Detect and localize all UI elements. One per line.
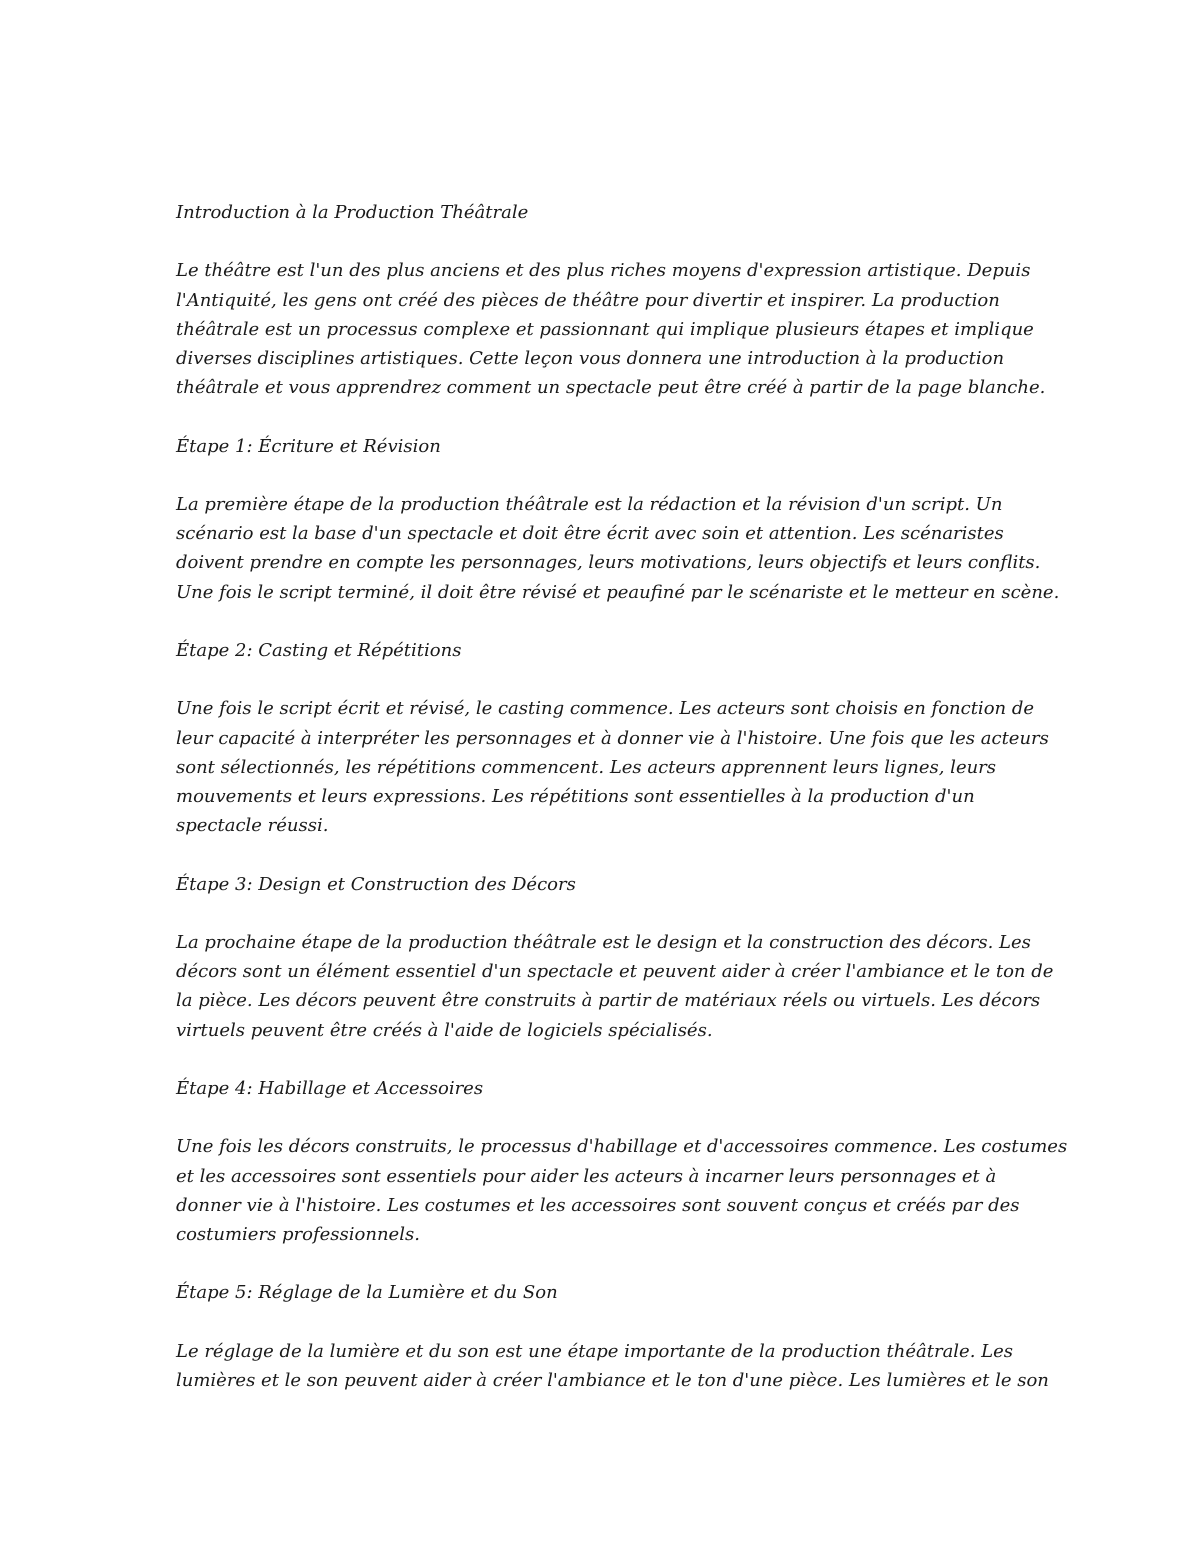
paragraph-line: doivent prendre en compte les personnages, leurs motivations, leurs objectifs et leurs conflits.: [176, 552, 1041, 574]
paragraph-line: lumières et le son peuvent aider à créer l'ambiance et le ton d'une pièce. Les lumières et le son: [176, 1369, 1049, 1391]
section-heading-step-1: Étape 1: Écriture et Révision: [176, 435, 441, 457]
paragraph-line: théâtrale est un processus complexe et passionnant qui implique plusieurs étapes et implique: [176, 318, 1034, 340]
document-title: Introduction à la Production Théâtrale: [176, 202, 529, 223]
section-paragraph-step-1: [176, 490, 1060, 607]
section-heading-step-5: Étape 5: Réglage de la Lumière et du Son: [176, 1282, 558, 1304]
section-paragraph-step-4: [176, 1132, 1068, 1249]
paragraph-line: mouvements et leurs expressions. Les répétitions sont essentielles à la production d'un: [176, 785, 975, 807]
paragraph-line: Une fois le script écrit et révisé, le casting commence. Les acteurs sont choisis en fonction de: [176, 698, 1035, 720]
paragraph-line: La prochaine étape de la production théâtrale est le design et la construction des décors. Les: [176, 931, 1031, 953]
paragraph-line: sont sélectionnés, les répétitions commencent. Les acteurs apprennent leurs lignes, leurs: [176, 756, 997, 778]
paragraph-line: leur capacité à interpréter les personnages et à donner vie à l'histoire. Une fois que les acteurs: [176, 727, 1049, 749]
paragraph-line: la pièce. Les décors peuvent être construits à partir de matériaux réels ou virtuels. Les décors: [176, 990, 1041, 1012]
section-heading-step-3: Étape 3: Design et Construction des Décors: [176, 873, 576, 895]
paragraph-line: Le théâtre est l'un des plus anciens et des plus riches moyens d'expression artistique. Depuis: [176, 260, 1031, 282]
paragraph-line: costumiers professionnels.: [176, 1223, 420, 1245]
document-body: [176, 198, 1068, 1424]
section-heading-step-4: Étape 4: Habillage et Accessoires: [176, 1077, 484, 1099]
paragraph-line: virtuels peuvent être créés à l'aide de logiciels spécialisés.: [176, 1019, 713, 1041]
paragraph-line: décors sont un élément essentiel d'un spectacle et peuvent aider à créer l'ambiance et le ton de: [176, 961, 1054, 983]
paragraph-line: scénario est la base d'un spectacle et doit être écrit avec soin et attention. Les scénaristes: [176, 523, 1004, 545]
paragraph-line: Le réglage de la lumière et du son est une étape importante de la production théâtrale. Les: [176, 1340, 1013, 1362]
section-heading-step-2: Étape 2: Casting et Répétitions: [176, 639, 462, 661]
section-paragraph-step-2: [176, 694, 1049, 840]
paragraph-line: théâtrale et vous apprendrez comment un spectacle peut être créé à partir de la page blanche.: [176, 377, 1046, 399]
paragraph-line: et les accessoires sont essentiels pour aider les acteurs à incarner leurs personnages et à: [176, 1165, 997, 1187]
intro-paragraph: [176, 256, 1046, 402]
paragraph-line: Une fois les décors construits, le processus d'habillage et d'accessoires commence. Les costumes: [176, 1136, 1068, 1158]
paragraph-line: donner vie à l'histoire. Les costumes et les accessoires sont souvent conçus et créés par des: [176, 1194, 1020, 1216]
paragraph-line: diverses disciplines artistiques. Cette leçon vous donnera une introduction à la production: [176, 348, 1005, 369]
section-paragraph-step-5: [176, 1337, 1049, 1395]
paragraph-line: Une fois le script terminé, il doit être révisé et peaufiné par le scénariste et le metteur en scène.: [176, 581, 1060, 603]
paragraph-line: spectacle réussi.: [176, 815, 329, 837]
section-paragraph-step-3: [176, 928, 1054, 1045]
paragraph-line: l'Antiquité, les gens ont créé des pièces de théâtre pour divertir et inspirer. La production: [176, 289, 1000, 311]
paragraph-line: La première étape de la production théâtrale est la rédaction et la révision d'un script. Un: [176, 493, 1003, 515]
